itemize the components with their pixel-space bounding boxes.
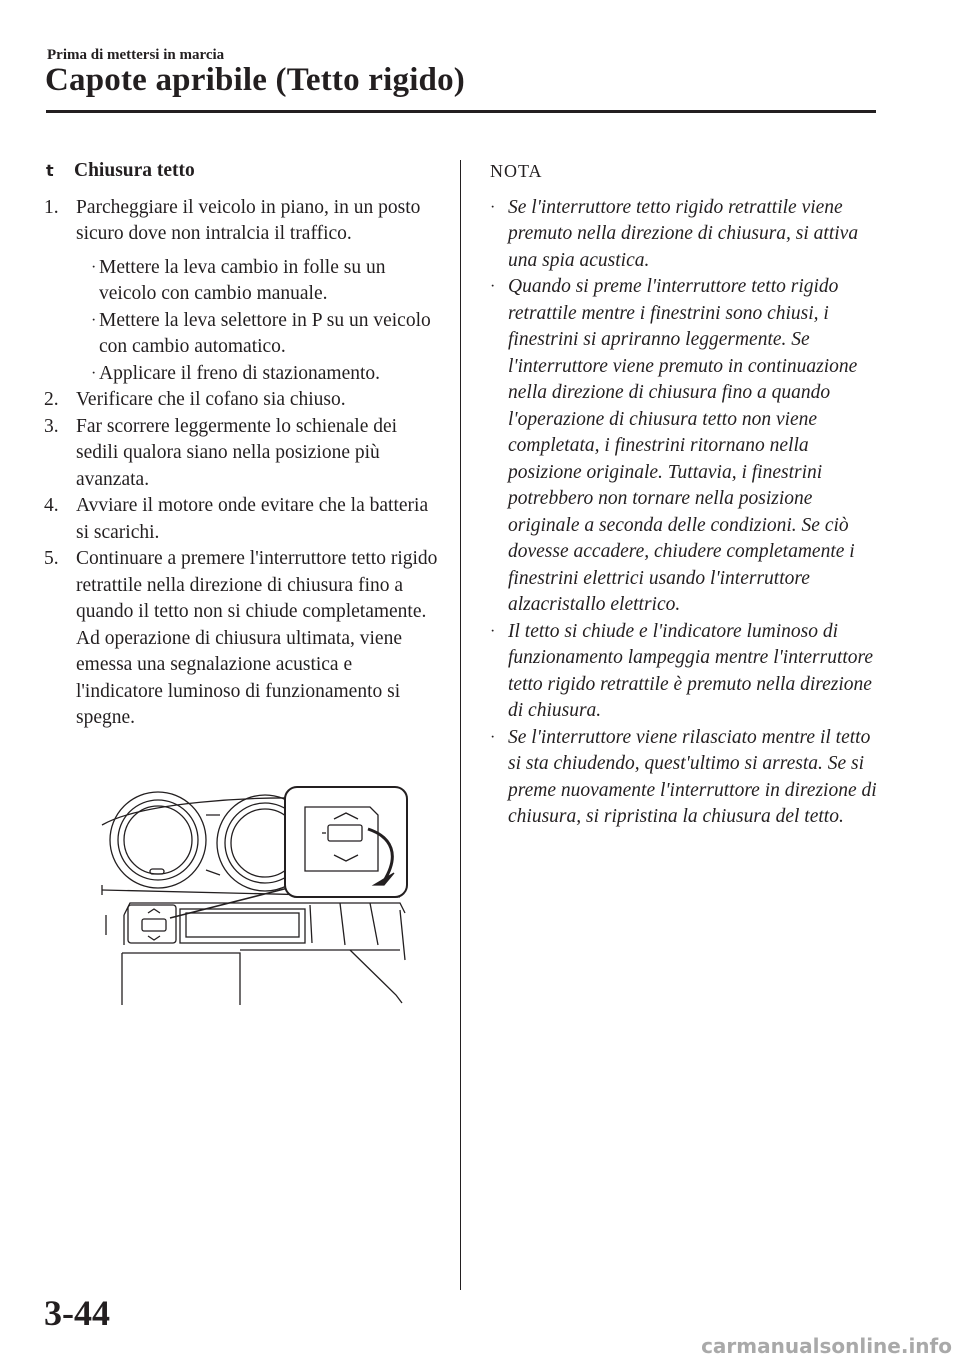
procedure-heading bbox=[44, 158, 439, 185]
bullet-icon: · bbox=[490, 622, 496, 640]
note-text: Se l'interruttore viene rilasciato mentre il tetto si sta chiudendo, quest'ultimo si arresta. Se si preme nuovamente l'interruttore in direzione di chiusura, si ripristina la chiusura del tetto. bbox=[508, 726, 877, 827]
bullet-icon: · bbox=[490, 198, 496, 216]
note-item bbox=[490, 274, 880, 619]
note-title: NOTA bbox=[490, 161, 543, 181]
bullet-text: Applicare il freno di stazionamento. bbox=[99, 362, 381, 384]
watermark: carmanualsonline.info bbox=[701, 1334, 952, 1358]
bullet-text: Mettere la leva cambio in folle su un veicolo con cambio manuale. bbox=[99, 256, 386, 304]
note-item bbox=[490, 195, 880, 275]
step-text: Far scorrere leggermente lo schienale dei sedili qualora siano nella posizione più avanzata. bbox=[76, 415, 398, 490]
right-column bbox=[490, 158, 880, 831]
step-number: 4. bbox=[44, 495, 59, 516]
bullet-icon: · bbox=[490, 278, 496, 295]
step-1 bbox=[44, 195, 439, 248]
page-title: Capote apribile (Tetto rigido) bbox=[45, 62, 465, 98]
note-item bbox=[490, 619, 880, 725]
bullet-icon: · bbox=[91, 311, 97, 329]
left-column bbox=[44, 158, 439, 732]
column-divider bbox=[460, 160, 461, 1290]
step-4 bbox=[44, 493, 439, 546]
note-text: Quando si preme l'interruttore tetto rigido retrattile mentre i finestrini sono chiusi, i finestrini si apriranno leggermente. Se l'interruttore viene premuto in continuazione nella direzione di chiusura fino a quando l'operazione di chiusura tetto non viene completata, i finestrini ritornano nella posizione originale. Tuttavia, i finestrini potrebbero non tornare nella posizione originale a seconda delle condizioni. Se ciò dovesse accadere, chiudere completamente i finestrini elettrici usando l'interruttore alzacristallo elettrico. bbox=[508, 276, 858, 615]
step-number: 5. bbox=[44, 548, 59, 569]
step-1-bullets bbox=[44, 255, 439, 388]
step-text: Parcheggiare il veicolo in piano, in un posto sicuro dove non intralcia il traffico. bbox=[76, 196, 421, 244]
note-text: Il tetto si chiude e l'indicatore luminoso di funzionamento lampeggia mentre l'interruttore tetto rigido retrattile è premuto nella direzione di chiusura. bbox=[508, 620, 874, 721]
step-3 bbox=[44, 414, 439, 494]
section-label: Prima di mettersi in marcia bbox=[47, 47, 225, 63]
bullet-item bbox=[91, 308, 439, 361]
title-rule bbox=[46, 110, 876, 113]
step-text: Continuare a premere l'interruttore tetto rigido retrattile nella direzione di chiusura fino a quando il tetto non si chiude completamente. Ad operazione di chiusura ultimata, viene emessa una segnalazione acustica e l'indicatore luminoso di funzionamento si spegne. bbox=[76, 548, 438, 728]
bullet-icon: · bbox=[490, 728, 496, 746]
step-5 bbox=[44, 546, 439, 732]
step-number: 3. bbox=[44, 415, 59, 437]
bullet-item bbox=[91, 255, 439, 308]
roof-switch-illustration bbox=[100, 785, 412, 1007]
note-item bbox=[490, 725, 880, 831]
heading-marker-icon: t bbox=[46, 161, 54, 180]
bullet-icon: · bbox=[91, 258, 97, 276]
note-text: Se l'interruttore tetto rigido retrattile viene premuto nella direzione di chiusura, si attiva una spia acustica. bbox=[508, 196, 859, 271]
step-number: 2. bbox=[44, 389, 59, 410]
step-text: Verificare che il cofano sia chiuso. bbox=[76, 389, 346, 410]
step-2 bbox=[44, 387, 439, 414]
step-text: Avviare il motore onde evitare che la batteria si scarichi. bbox=[76, 495, 429, 543]
step-number: 1. bbox=[44, 196, 59, 218]
page-number: 3-44 bbox=[44, 1293, 110, 1333]
bullet-text: Mettere la leva selettore in P su un veicolo con cambio automatico. bbox=[99, 309, 431, 357]
heading-text: Chiusura tetto bbox=[74, 160, 195, 181]
bullet-item bbox=[91, 361, 439, 388]
bullet-icon: · bbox=[91, 364, 97, 382]
